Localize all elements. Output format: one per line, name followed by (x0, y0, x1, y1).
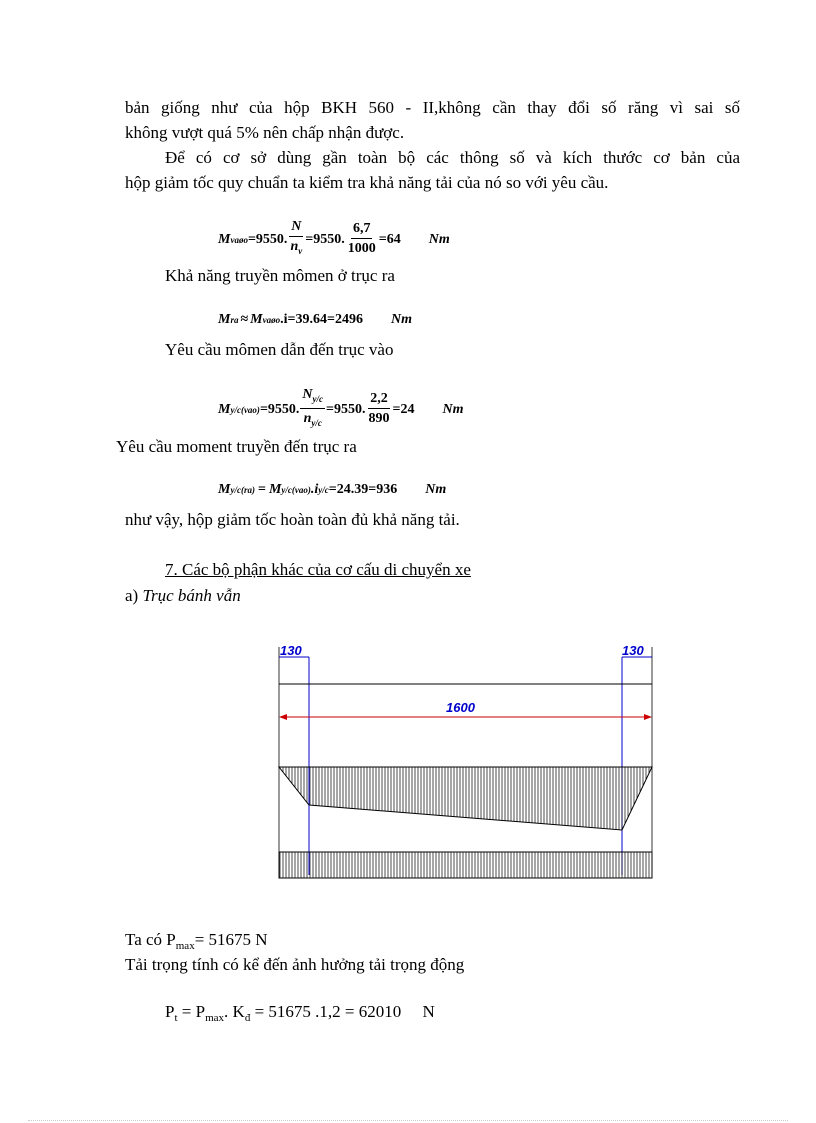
formula-m-vao: M vaøo =9550. $\frac{N}{n_v}$ =9550. $\frac{6,7}{1000}$ =64 Nm (218, 219, 450, 256)
paragraph2-line2: hộp giảm tốc quy chuẩn ta kiểm tra khả năng tải của nó so với yêu cầu. (125, 173, 609, 192)
shaft-diagram (270, 635, 665, 885)
text-tai-trong: Tải trọng tính có kể đến ảnh hưởng tải trọng động (125, 955, 465, 974)
moment-diagram (279, 767, 652, 830)
text-kha-nang: Khả năng truyền mômen ở trục ra (165, 266, 395, 285)
text-yeu-cau-ra: Yêu cầu moment truyền đến trục ra (116, 437, 357, 456)
dim-label-left: 130 (280, 643, 302, 658)
formula-m-yc-ra: M y/c(ra) = M y/c(vao) .i y/c =24.39=936 Nm (218, 482, 447, 497)
text-yeu-cau-vao: Yêu cầu mômen dẫn đến trục vào (165, 340, 394, 359)
formula-m-yc-vao: M y/c(vao) =9550. $\frac{N_{y/c}}{n_{y/c}}$ =9550. $\frac{2,2}{890}$ =24 Nm (218, 387, 464, 428)
formula-m-ra: M ra ≈ M vaøo .i=39.64=2496 Nm (218, 312, 412, 327)
arrow-left (279, 714, 287, 720)
section-heading: 7. Các bộ phận khác của cơ cấu di chuyển xe (165, 560, 471, 579)
paragraph1-line1: bản giống như của hộp BKH 560 - II,không cần thay đổi số răng vì sai số (125, 98, 740, 117)
subsection-label (125, 585, 241, 607)
dim-label-span: 1600 (446, 700, 475, 715)
dim-label-right: 130 (622, 643, 644, 658)
shaft-section-strip (279, 852, 652, 878)
text-conclusion: như vậy, hộp giảm tốc hoàn toàn đủ khả năng tải. (125, 510, 460, 529)
arrow-right (644, 714, 652, 720)
page-bottom-border (28, 1120, 788, 1121)
paragraph2-line1: Để có cơ sở dùng gần toàn bộ các thông số và kích thước cơ bản của (165, 148, 740, 167)
pmax-line: Ta có $P_{max}= 51675$ N (125, 930, 268, 952)
paragraph1-line2: không vượt quá 5% nên chấp nhận được. (125, 123, 405, 142)
subsection-marker: a) (125, 586, 139, 605)
pt-line: $P_t = P_{max}$. $K_đ = 51675$ .1,2 = 62010 N (165, 1002, 435, 1024)
subsection-title: Trục bánh vẫn (142, 586, 241, 605)
